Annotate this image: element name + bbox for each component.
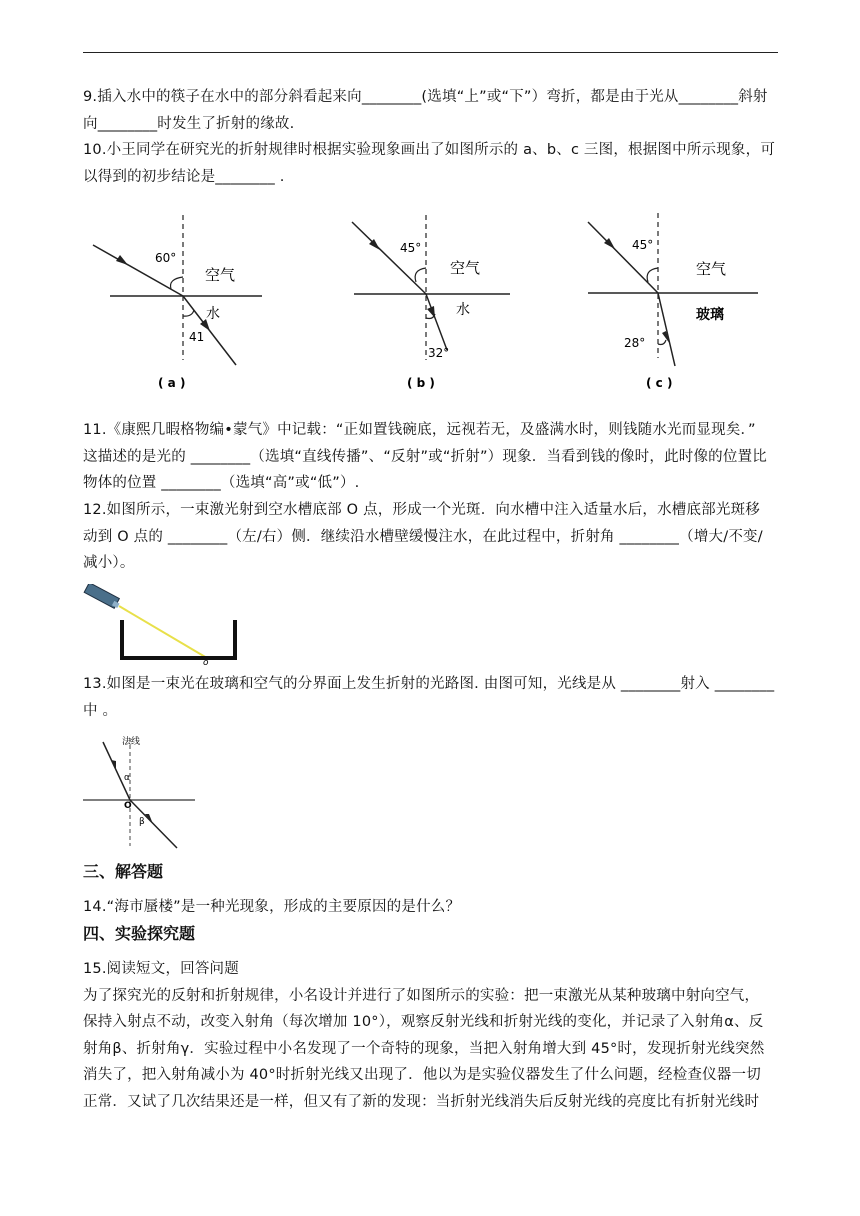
question-12-line-2: 动到 O 点的 ________（左/右）侧．继续沿水槽壁缓慢注水，在此过程中，折射角 ________（增大/不变/ (83, 528, 763, 545)
incident-angle-label: 60° (155, 251, 177, 265)
incident-ray (352, 222, 426, 294)
figure-a (88, 210, 268, 395)
refracted-angle-label: 28° (624, 336, 646, 350)
incident-angle-arc (415, 268, 426, 282)
question-13-line-1: 13.如图是一束光在玻璃和空气的分界面上发生折射的光路图. 由图可知，光线是从 ________射入 ________ (83, 676, 775, 692)
refracted-ray (426, 294, 447, 350)
question-14: 14.“海市蜃楼”是一种光现象，形成的主要原因的是什么？ (83, 899, 461, 915)
figure-c (580, 208, 770, 393)
incident-ray (588, 222, 658, 293)
header-rule (83, 52, 778, 53)
figure-caption: ( b ) (407, 376, 435, 390)
question-10 (83, 137, 780, 190)
alpha-label: α (124, 773, 130, 783)
question-10-line-1: 10.小王同学在研究光的折射规律时根据实验现象画出了如图所示的 a、b、c 三图，根据图中所示现象，可 (83, 142, 776, 158)
question-12-line-3: 减小）。 (83, 555, 135, 571)
figure-caption: ( c ) (646, 376, 673, 390)
refracted-angle-arc (183, 310, 194, 316)
question-11-line-1: 11.《康熙几暇格物编•蒙气》中记载：“正如置钱碗底，远视若无，及盛满水时，则钱随水光而显现矣．” (83, 422, 756, 438)
figure-b (340, 210, 520, 395)
question-10-line-2: 以得到的初步结论是________ . (83, 168, 285, 185)
point-o-label: o (203, 658, 209, 666)
section-3-heading: 三、解答题 (83, 862, 164, 881)
refracted-angle-arc (658, 340, 666, 345)
normal-label: 法线 (122, 737, 141, 747)
question-12-line-1: 12.如图所示，一束激光射到空水槽底部 O 点，形成一个光斑．向水槽中注入适量水后，水槽底部光斑移 (83, 502, 760, 518)
question-15-line-4: 射角β、折射角γ．实验过程中小名发现了一个奇特的现象，当把入射角增大到 45°时，发现折射光线突然 (83, 1040, 765, 1057)
incident-arrow (116, 255, 128, 265)
upper-medium-label: 空气 (205, 266, 236, 284)
question-15-line-2: 为了探究光的反射和折射规律，小名设计并进行了如图所示的实验：把一束激光从某种玻璃中射向空气， (83, 987, 760, 1004)
incident-arrow (111, 760, 116, 770)
incident-angle-arc (647, 268, 658, 282)
question-11 (83, 417, 780, 497)
refracted-angle-label: 41 (189, 330, 205, 344)
incident-angle-label: 45° (400, 241, 422, 255)
question-11-line-2: 这描述的是光的 ________（选填“直线传播”、“反射”或“折射”）现象．当看到钱的像时，此时像的位置比 (83, 448, 767, 465)
question-15-line-5: 消失了，把入射角减小为 40°时折射光线又出现了．他以为是实验仪器发生了什么问题，经检查仪器一切 (83, 1067, 761, 1083)
laser-tank-figure (83, 584, 243, 666)
beta-label: β (139, 817, 145, 827)
question-11-line-3: 物体的位置 ________（选填“高”或“低”）. (83, 475, 360, 491)
question-13-line-2: 中 。 (83, 702, 118, 719)
upper-medium-label: 空气 (696, 260, 727, 278)
incident-angle-label: 45° (632, 238, 654, 252)
lower-medium-label: 水 (456, 302, 470, 318)
figure-caption: ( a ) (158, 376, 186, 390)
question-9-line-1: 9.插入水中的筷子在水中的部分斜看起来向________(选填“上”或“下”）弯折，都是由于光从________斜射 (83, 89, 768, 105)
question-15-line-6: 正常．又试了几次结果还是一样，但又有了新的发现：当折射光线消失后反射光线的亮度比有折射光线时 (83, 1093, 760, 1110)
question-9-line-2: 向________时发生了折射的缘故. (83, 115, 295, 132)
upper-medium-label: 空气 (450, 259, 481, 277)
section-4-heading: 四、实验探究题 (83, 924, 196, 943)
lower-medium-label: 玻璃 (696, 307, 724, 323)
lower-medium-label: 水 (206, 306, 220, 322)
question-15-line-1: 15.阅读短文，回答问题 (83, 961, 239, 977)
question-13 (83, 671, 780, 724)
laser-beam (119, 606, 207, 658)
question-12 (83, 497, 780, 577)
point-o-label: O (124, 801, 132, 811)
refraction-figure (83, 728, 198, 850)
incident-angle-arc (171, 277, 184, 289)
incident-ray (103, 742, 130, 800)
water-tank (122, 620, 235, 658)
refracted-ray (130, 800, 177, 848)
refracted-ray (658, 293, 675, 366)
question-15-line-3: 保持入射点不动，改变入射角（每次增加 10°），观察反射光线和折射光线的变化，并记录了入射角α、反 (83, 1014, 764, 1030)
question-15 (83, 956, 780, 1115)
refracted-angle-label: 32° (428, 346, 450, 360)
question-9 (83, 84, 780, 137)
